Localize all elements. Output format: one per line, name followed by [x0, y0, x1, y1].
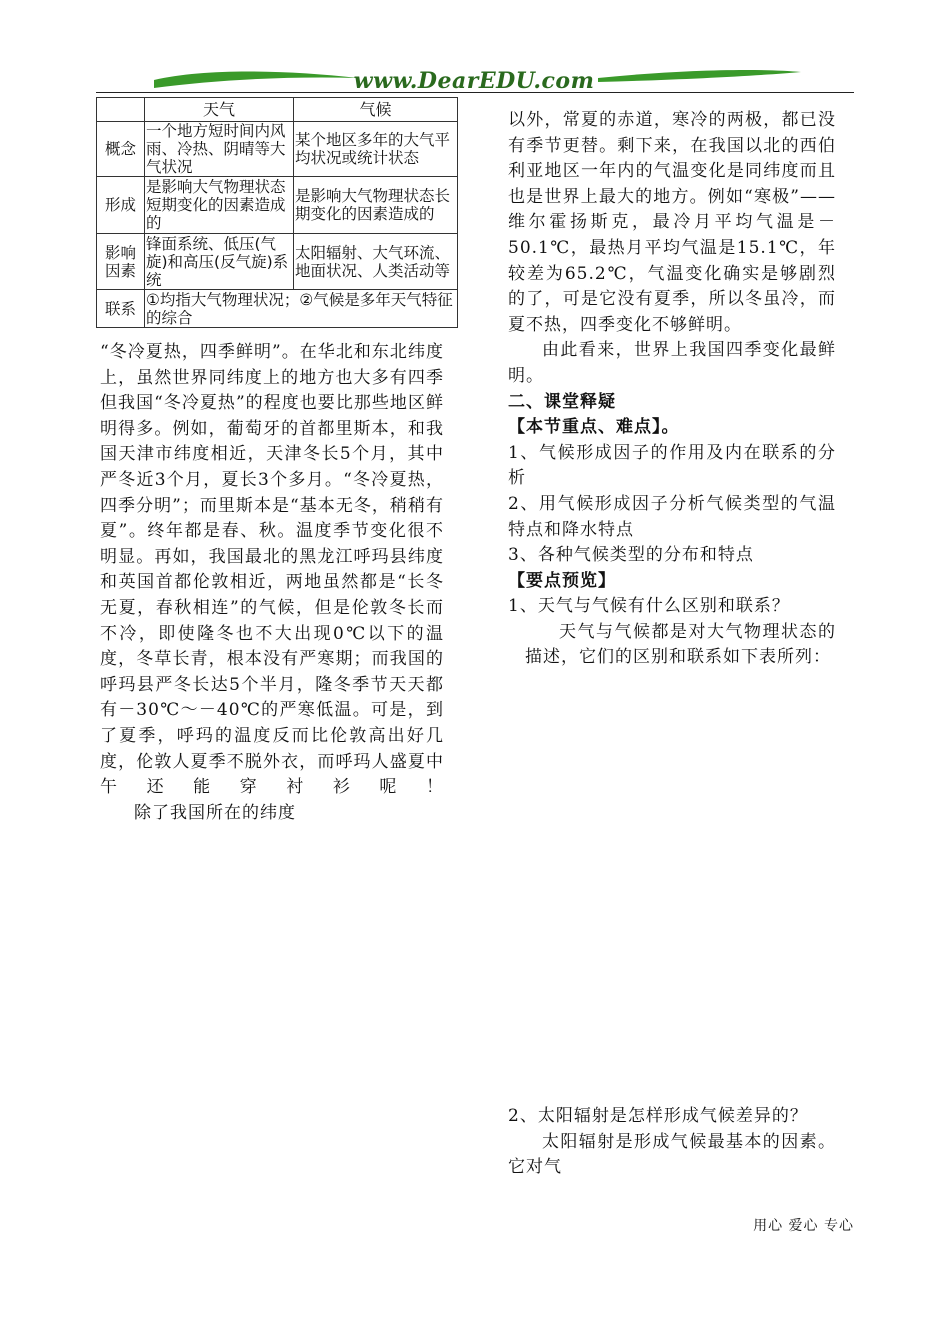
row-label: 形成 [97, 177, 145, 234]
table-header-row [97, 98, 458, 122]
site-logo-text: www.DearEDU.com [353, 68, 595, 94]
table-row [97, 234, 458, 290]
climate-cell: 某个地区多年的大气平均状况或统计状态 [294, 122, 458, 177]
row-label: 影响因素 [97, 234, 145, 290]
col-header-climate: 气候 [294, 98, 458, 122]
left-text-column [100, 340, 444, 826]
question-2: 2、太阳辐射是怎样形成气候差异的？ [508, 1106, 808, 1126]
climate-cell: 太阳辐射、大气环流、地面状况、人类活动等 [294, 234, 458, 290]
answer-2: 太阳辐射是形成气候最基本的因素。它对气 [508, 1131, 836, 1178]
table-row [97, 177, 458, 234]
body-paragraph: 除了我国所在的纬度 [134, 802, 296, 823]
table-row [97, 290, 458, 328]
relation-cell: ①均指大气物理状况；②气候是多年天气特征的综合 [145, 290, 458, 328]
table-corner-cell [97, 98, 145, 122]
list-item: 1、气候形成因子的作用及内在联系的分析 [508, 442, 836, 489]
weather-cell: 锋面系统、低压(气旋)和高压(反气旋)系统 [145, 234, 294, 290]
row-label: 联系 [97, 290, 145, 328]
question-1: 1、天气与气候有什么区别和联系？ [508, 596, 790, 617]
preview-title: 【要点预览】 [508, 570, 616, 591]
list-item: 2、用气候形成因子分析气候类型的气温特点和降水特点 [508, 493, 836, 540]
weather-cell: 一个地方短时间内风雨、冷热、阴晴等大气状况 [145, 122, 294, 177]
section-title: 二、课堂释疑 [508, 391, 616, 412]
body-paragraph: 以外，常夏的赤道，寒冷的两极，都已没有季节更替。剩下来，在我国以北的西伯利亚地区一年内的气温变化是同纬度而且也是世界上最大的地方。例如“寒极”——维尔霍扬斯克，最冷月平均气温是－50.1℃，最热月平均气温是15.1℃，年较差为65.2℃，气温变化确实是够剧烈的了，可是它没有夏季，所以冬虽冷，而夏不热，四季变化不够鲜明。 [508, 110, 836, 335]
header-rule [96, 92, 854, 93]
weather-climate-table [96, 97, 458, 328]
answer-1: 天气与气候都是对大气物理状态的描述，它们的区别和联系如下表所列： [525, 621, 836, 668]
list-item: 3、各种气候类型的分布和特点 [508, 545, 754, 566]
weather-cell: 是影响大气物理状态短期变化的因素造成的 [145, 177, 294, 234]
page-footer: 用心 爱心 专心 [753, 1218, 854, 1234]
right-text-column [508, 108, 836, 671]
row-label: 概念 [97, 122, 145, 177]
body-paragraph: “冬冷夏热，四季鲜明”。在华北和东北纬度上，虽然世界同纬度上的地方也大多有四季但我国“冬冷夏热”的程度也要比那些地区鲜明得多。例如，葡萄牙的首都里斯本，和我国天津市纬度相近，天津冬长5个月，其中严冬近3个月，夏长3个多月。“冬冷夏热，四季分明”；而里斯本是“基本无冬，稍稍有夏”。终年都是春、秋。温度季节变化很不明显。再如，我国最北的黑龙江呼玛县纬度和英国首都伦敦相近，两地虽然都是“长冬无夏，春秋相连”的气候，但是伦敦冬长而不冷，即使隆冬也不大出现0℃以下的温度，冬草长青，根本没有严寒期；而我国的呼玛县严冬长达5个半月，隆冬季节天天都有－30℃～－40℃的严寒低温。可是，到了夏季，呼玛的温度反而比伦敦高出好几度，伦敦人夏季不脱外衣，而呼玛人盛夏中午还能穿衬衫呢！ [100, 342, 444, 798]
table-row [97, 122, 458, 177]
col-header-weather: 天气 [145, 98, 294, 122]
climate-cell: 是影响大气物理状态长期变化的因素造成的 [294, 177, 458, 234]
right-text-column-lower [508, 1104, 836, 1181]
key-points-title: 【本节重点、难点】。 [508, 417, 680, 438]
body-paragraph: 由此看来，世界上我国四季变化最鲜明。 [508, 340, 836, 386]
